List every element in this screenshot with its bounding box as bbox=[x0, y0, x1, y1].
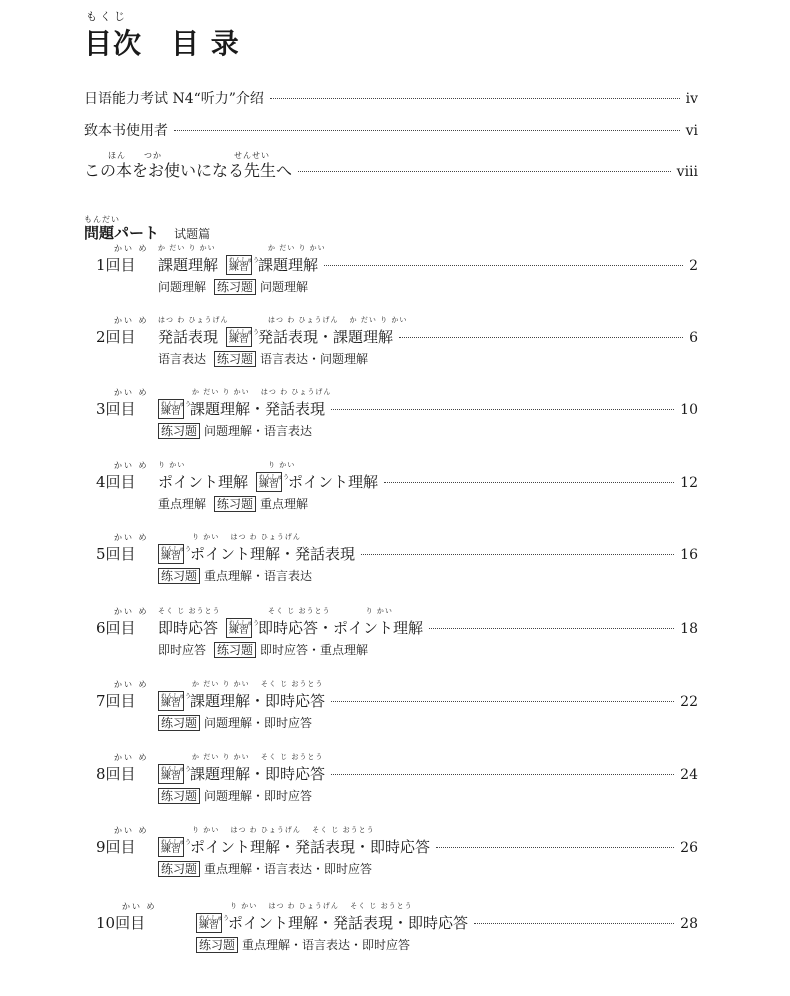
practice-cn-box: 练习题 bbox=[158, 568, 200, 584]
unit-cn-b: 语言表达・问题理解 bbox=[260, 352, 369, 366]
toc-page-number: vi bbox=[685, 123, 698, 139]
unit-ruby-b: はつ わ ひょうげん か だい り かい bbox=[268, 316, 408, 324]
unit-title-a: 即時応答 bbox=[158, 619, 219, 637]
unit-cn-b: 问题理解・即时应答 bbox=[204, 789, 313, 803]
toc-page-number: 22 bbox=[680, 694, 698, 710]
unit-cn-line bbox=[158, 787, 312, 804]
practice-box bbox=[158, 764, 192, 784]
unit-cn-b: 问题理解 bbox=[260, 280, 309, 294]
toc-page-number: iv bbox=[685, 91, 698, 107]
unit-number: 8回目 bbox=[96, 765, 136, 783]
unit-number-ruby: かい め bbox=[114, 753, 149, 762]
unit-title-b: 即時応答・ポイント理解 bbox=[258, 619, 424, 637]
unit-ruby-b: り かい はつ わ ひょうげん そく じ おうとう bbox=[230, 902, 413, 910]
practice-box-ruby: れんしゅう bbox=[199, 915, 230, 922]
unit-number-ruby: かい め bbox=[114, 680, 149, 689]
page-title: 目次 目 录 bbox=[84, 27, 240, 60]
dot-leader bbox=[324, 265, 683, 266]
unit-cn-b: 问题理解・语言表达 bbox=[204, 424, 313, 438]
dot-leader bbox=[331, 701, 674, 702]
unit-number-ruby: かい め bbox=[114, 388, 149, 397]
unit-cn-b: 问题理解・即时应答 bbox=[204, 716, 313, 730]
practice-box-label: 練習 bbox=[161, 844, 181, 855]
unit-cn-a: 重点理解 bbox=[158, 497, 207, 511]
unit-number-ruby: かい め bbox=[114, 461, 149, 470]
unit-ruby-a: そく じ おうとう bbox=[158, 607, 221, 615]
toc-page-number: 10 bbox=[680, 402, 698, 418]
dot-leader bbox=[331, 409, 674, 410]
toc-page-number: 6 bbox=[689, 330, 698, 346]
unit-title-b: 課題理解・即時応答 bbox=[190, 692, 326, 710]
dot-leader bbox=[399, 337, 683, 338]
practice-cn-box: 练习题 bbox=[158, 715, 200, 731]
toc-page-number: viii bbox=[676, 164, 698, 180]
unit-number-ruby: かい め bbox=[122, 902, 157, 911]
practice-box-label: 練習 bbox=[229, 625, 250, 636]
unit-ruby-b: り かい はつ わ ひょうげん そく じ おうとう bbox=[192, 826, 375, 834]
unit-cn-a: 即时应答 bbox=[158, 643, 207, 657]
section-header bbox=[84, 215, 211, 243]
toc-entry-ruby: ほん つか せんせい bbox=[108, 151, 270, 160]
practice-box-label: 練習 bbox=[161, 406, 181, 417]
unit-number-ruby: かい め bbox=[114, 316, 149, 325]
practice-box-ruby: れんしゅう bbox=[229, 620, 260, 627]
toc-page-number: 26 bbox=[680, 840, 698, 856]
dot-leader bbox=[174, 130, 680, 131]
practice-box-ruby: れんしゅう bbox=[161, 546, 192, 553]
unit-cn-line bbox=[158, 641, 368, 658]
practice-box bbox=[158, 837, 192, 857]
practice-box-ruby: れんしゅう bbox=[161, 839, 192, 846]
toc-page-number: 18 bbox=[680, 621, 698, 637]
section-title: 問題パート bbox=[84, 224, 160, 242]
unit-ruby-a: か だい り かい bbox=[158, 244, 216, 252]
unit-title-b: ポイント理解 bbox=[288, 473, 379, 491]
practice-box bbox=[196, 913, 230, 933]
unit-cn-a: 问题理解 bbox=[158, 280, 207, 294]
practice-cn-box: 练习题 bbox=[214, 279, 256, 295]
toc-page-number: 28 bbox=[680, 916, 698, 932]
unit-line bbox=[96, 398, 698, 419]
toc-page-number: 2 bbox=[689, 258, 698, 274]
unit-ruby-b: り かい bbox=[268, 461, 296, 469]
practice-box-ruby: れんしゅう bbox=[229, 257, 260, 264]
practice-cn-box: 练习题 bbox=[214, 496, 256, 512]
unit-title-b: ポイント理解・発話表現 bbox=[190, 545, 356, 563]
practice-box-label: 練習 bbox=[199, 920, 219, 931]
toc-entry-label: 致本书使用者 bbox=[84, 123, 168, 139]
title-ruby: もくじ bbox=[86, 10, 128, 23]
unit-ruby-b: か だい り かい はつ わ ひょうげん bbox=[192, 388, 332, 396]
unit-number: 9回目 bbox=[96, 838, 136, 856]
unit-number: 5回目 bbox=[96, 545, 136, 563]
unit-cn-line bbox=[158, 495, 308, 512]
unit-number-ruby: かい め bbox=[114, 607, 149, 616]
unit-cn-line bbox=[158, 350, 368, 367]
unit-line bbox=[96, 763, 698, 784]
toc-entry-intro-3[interactable] bbox=[84, 158, 698, 181]
practice-box bbox=[158, 544, 192, 564]
unit-cn-line bbox=[158, 860, 372, 877]
unit-title-a: 課題理解 bbox=[158, 256, 219, 274]
unit-ruby-a: はつ わ ひょうげん bbox=[158, 316, 229, 324]
unit-line bbox=[96, 471, 698, 492]
unit-ruby-a: り かい bbox=[158, 461, 186, 469]
dot-leader bbox=[270, 98, 680, 99]
unit-number: 2回目 bbox=[96, 328, 136, 346]
unit-number-ruby: かい め bbox=[114, 533, 149, 542]
practice-box-label: 練習 bbox=[229, 334, 250, 345]
toc-entry-label: この本をお使いになる先生へ bbox=[84, 161, 293, 180]
unit-title-b: 課題理解 bbox=[258, 256, 319, 274]
unit-number: 4回目 bbox=[96, 473, 136, 491]
unit-cn-line bbox=[158, 422, 312, 439]
toc-entry-intro-2[interactable] bbox=[84, 120, 698, 140]
practice-box-label: 練習 bbox=[161, 551, 181, 562]
unit-cn-b: 重点理解・语言表达・即时应答 bbox=[204, 862, 373, 876]
practice-box bbox=[256, 472, 290, 492]
dot-leader bbox=[436, 847, 674, 848]
unit-line bbox=[96, 912, 698, 933]
dot-leader bbox=[361, 554, 674, 555]
dot-leader bbox=[429, 628, 674, 629]
dot-leader bbox=[474, 923, 674, 924]
unit-line bbox=[96, 326, 698, 347]
unit-line bbox=[96, 836, 698, 857]
practice-box-label: 練習 bbox=[229, 262, 250, 273]
practice-box-label: 練習 bbox=[259, 479, 280, 490]
dot-leader bbox=[298, 171, 671, 172]
practice-box-ruby: れんしゅう bbox=[259, 474, 290, 481]
practice-cn-box: 练习题 bbox=[158, 788, 200, 804]
practice-box bbox=[226, 327, 260, 347]
unit-ruby-b: そく じ おうとう り かい bbox=[268, 607, 393, 615]
practice-box-label: 練習 bbox=[161, 771, 181, 782]
practice-cn-box: 练习题 bbox=[158, 861, 200, 877]
unit-cn-b: 即时应答・重点理解 bbox=[260, 643, 369, 657]
practice-cn-box: 练习题 bbox=[214, 351, 256, 367]
unit-title-b: ポイント理解・発話表現・即時応答 bbox=[190, 838, 431, 856]
practice-box-ruby: れんしゅう bbox=[161, 766, 192, 773]
unit-ruby-b: か だい り かい そく じ おうとう bbox=[192, 753, 324, 761]
unit-ruby-b: か だい り かい そく じ おうとう bbox=[192, 680, 324, 688]
unit-number: 7回目 bbox=[96, 692, 136, 710]
practice-box bbox=[158, 691, 192, 711]
toc-page-number: 12 bbox=[680, 475, 698, 491]
practice-box bbox=[226, 255, 260, 275]
unit-ruby-b: か だい り かい bbox=[268, 244, 326, 252]
unit-ruby-b: り かい はつ わ ひょうげん bbox=[192, 533, 301, 541]
practice-cn-box: 练习题 bbox=[196, 937, 238, 953]
practice-box-ruby: れんしゅう bbox=[161, 693, 192, 700]
practice-cn-box: 练习题 bbox=[158, 423, 200, 439]
dot-leader bbox=[384, 482, 674, 483]
toc-entry-label: 日语能力考试 N4“听力”介绍 bbox=[84, 91, 264, 107]
unit-cn-line bbox=[196, 936, 410, 953]
unit-number: 3回目 bbox=[96, 400, 136, 418]
unit-cn-a: 语言表达 bbox=[158, 352, 207, 366]
practice-box-label: 練習 bbox=[161, 698, 181, 709]
toc-page-number: 16 bbox=[680, 547, 698, 563]
unit-number-ruby: かい め bbox=[114, 826, 149, 835]
unit-number-ruby: かい め bbox=[114, 244, 149, 253]
unit-line bbox=[96, 690, 698, 711]
practice-cn-box: 练习题 bbox=[214, 642, 256, 658]
practice-box bbox=[158, 399, 192, 419]
unit-cn-b: 重点理解・语言表达・即时应答 bbox=[242, 938, 411, 952]
practice-box-ruby: れんしゅう bbox=[161, 401, 192, 408]
section-subtitle: 试题篇 bbox=[174, 227, 211, 241]
toc-page-number: 24 bbox=[680, 767, 698, 783]
unit-line bbox=[96, 254, 698, 275]
unit-title-b: 課題理解・発話表現 bbox=[190, 400, 326, 418]
unit-number: 6回目 bbox=[96, 619, 136, 637]
unit-cn-line bbox=[158, 278, 308, 295]
unit-cn-line bbox=[158, 567, 312, 584]
toc-entry-intro-1[interactable] bbox=[84, 88, 698, 108]
unit-number: 1回目 bbox=[96, 256, 136, 274]
unit-cn-b: 重点理解 bbox=[260, 497, 309, 511]
practice-box-ruby: れんしゅう bbox=[229, 329, 260, 336]
unit-title-b: 発話表現・課題理解 bbox=[258, 328, 394, 346]
unit-title-b: ポイント理解・発話表現・即時応答 bbox=[228, 914, 469, 932]
unit-cn-line bbox=[158, 714, 312, 731]
unit-line bbox=[96, 617, 698, 638]
unit-title-a: 発話表現 bbox=[158, 328, 219, 346]
unit-number: 10回目 bbox=[96, 914, 146, 932]
unit-cn-b: 重点理解・语言表达 bbox=[204, 569, 313, 583]
practice-box bbox=[226, 618, 260, 638]
unit-line bbox=[96, 543, 698, 564]
dot-leader bbox=[331, 774, 674, 775]
unit-title-a: ポイント理解 bbox=[158, 473, 249, 491]
section-ruby: もんだい bbox=[84, 215, 120, 224]
unit-title-b: 課題理解・即時応答 bbox=[190, 765, 326, 783]
